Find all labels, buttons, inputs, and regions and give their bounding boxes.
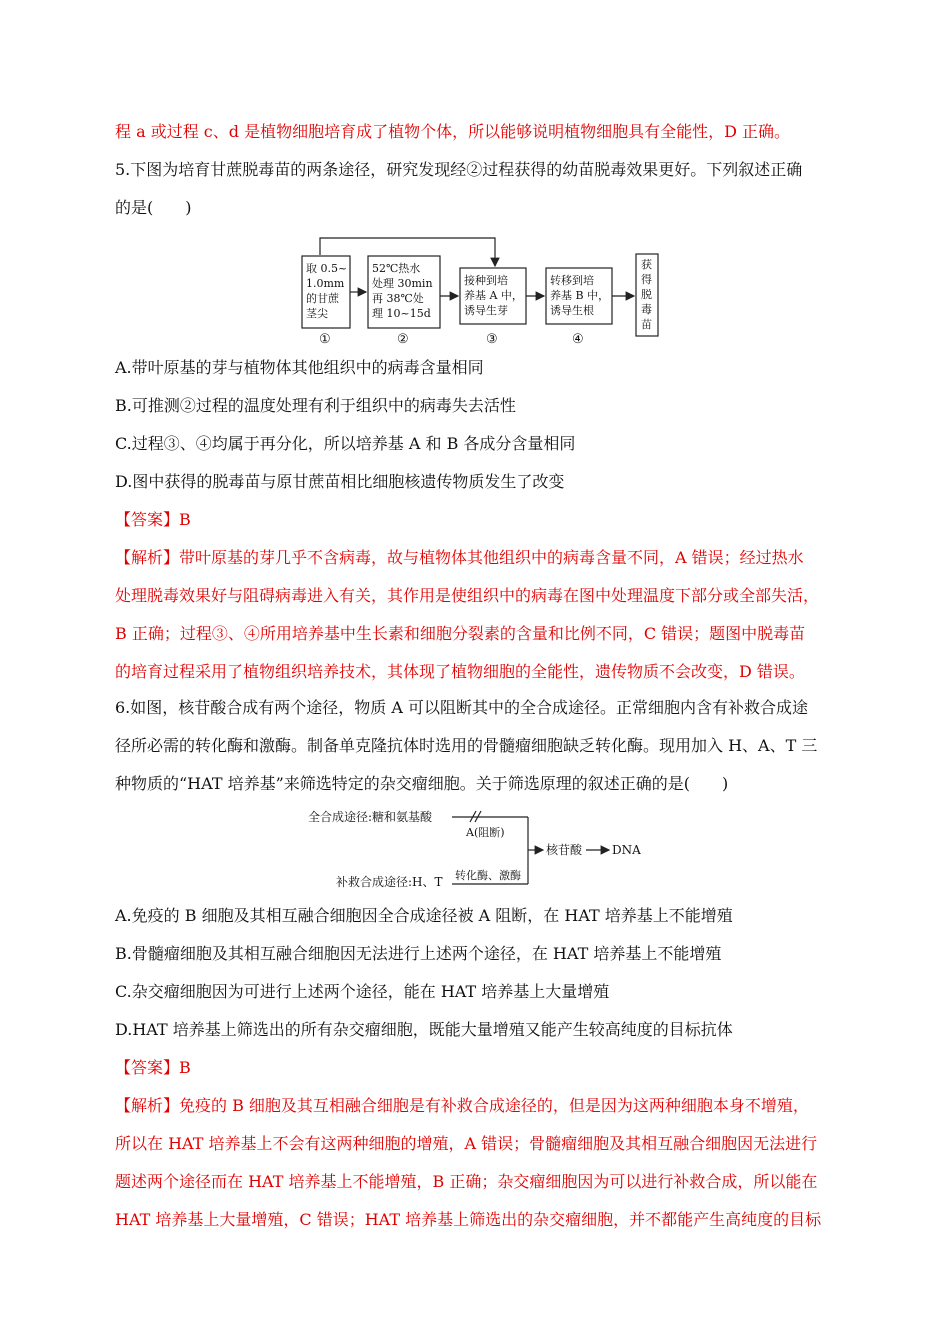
box5-char2: 得 (641, 273, 652, 286)
step-num-3: ③ (486, 332, 498, 347)
product-label: 核苷酸 (546, 843, 583, 857)
q6-stem-line2: 径所必需的转化酶和激酶。制备单克隆抗体时选用的骨髓瘤细胞缺乏转化酶。现用加入 H、A、T 三 (115, 736, 818, 755)
q6-option-a: A.免疫的 B 细胞及其相互融合细胞因全合成途径被 A 阻断，在 HAT 培养基上不能增殖 (115, 906, 733, 925)
prev-analysis-tail: 程 a 或过程 c、d 是植物细胞培育成了植物个体，所以能够说明植物细胞具有全能性，D 正确。 (115, 122, 791, 141)
answer-tag: 【答案】 (115, 1058, 180, 1077)
answer-value: B (179, 510, 191, 529)
box1-line1: 取 0.5~ (306, 262, 348, 275)
q5-option-c: C.过程③、④均属于再分化，所以培养基 A 和 B 各成分含量相同 (115, 434, 576, 453)
box1-line2: 1.0mm (306, 277, 345, 290)
box3-line2: 养基 A 中， (464, 289, 523, 302)
q5-option-b: B.可推测②过程的温度处理有利于组织中的病毒失去活性 (115, 396, 516, 415)
q5-option-d: D.图中获得的脱毒苗与原甘蔗苗相比细胞核遗传物质发生了改变 (115, 472, 565, 491)
q5-option-a: A.带叶原基的芽与植物体其他组织中的病毒含量相同 (115, 358, 484, 377)
box1-line4: 茎尖 (306, 307, 328, 320)
box2-line3: 再 38℃处 (372, 292, 424, 305)
q5-stem-line2: 的是( ) (115, 198, 192, 217)
q5-answer (115, 510, 845, 530)
box5-char5: 苗 (641, 318, 652, 331)
q6-analysis-line4: HAT 培养基上大量增殖，C 错误；HAT 培养基上筛选出的杂交瘤细胞，并不都能产生高纯度的目标 (115, 1210, 822, 1229)
q6-stem-line1: 6.如图，核苷酸合成有两个途径，物质 A 可以阻断其中的全合成途径。正常细胞内含有补救合成途 (115, 698, 808, 717)
step-num-1: ① (319, 332, 331, 347)
box5-char4: 毒 (641, 303, 652, 316)
full-synthesis-path: 全合成途径:糖和氨基酸 (308, 810, 433, 824)
q5-analysis-line3: B 正确；过程③、④所用培养基中生长素和细胞分裂素的含量和比例不同，C 错误；题图中脱毒苗 (115, 624, 806, 643)
q6-option-b: B.骨髓瘤细胞及其相互融合细胞因无法进行上述两个途径，在 HAT 培养基上不能增殖 (115, 944, 722, 963)
dna-label: DNA (612, 843, 641, 857)
box1-line3: 的甘蔗 (306, 292, 339, 305)
box2-line2: 处理 30min (372, 277, 433, 290)
salvage-path: 补救合成途径:H、T (336, 875, 443, 889)
step-num-2: ② (397, 332, 409, 347)
box5-char1: 获 (641, 258, 652, 271)
box4-line1: 转移到培 (550, 274, 594, 287)
box3-line3: 诱导生芽 (464, 304, 508, 317)
q5-analysis-line2: 处理脱毒效果好与阻碍病毒进入有关，其作用是使组织中的病毒在图中处理温度下部分或全部失活， (115, 586, 820, 605)
q6-analysis-line2: 所以在 HAT 培养基上不会有这两种细胞的增殖，A 错误；骨髓瘤细胞及其相互融合细胞因无法进行 (115, 1134, 818, 1153)
box3-line1: 接种到培 (464, 274, 508, 287)
q6-answer (115, 1058, 845, 1078)
box2-line1: 52℃热水 (372, 262, 421, 275)
q5-flow-diagram (290, 230, 670, 348)
box2-line4: 理 10~15d (372, 307, 431, 320)
q6-analysis-line3: 题述两个途径而在 HAT 培养基上不能增殖，B 正确；杂交瘤细胞因为可以进行补救合成，所以能在 (115, 1172, 818, 1191)
q5-analysis-line4: 的培育过程采用了植物组织培养技术，其体现了植物细胞的全能性，遗传物质不会改变，D 错误。 (115, 662, 805, 681)
answer-tag: 【答案】 (115, 510, 180, 529)
q6-stem-line3: 种物质的“HAT 培养基”来筛选特定的杂交瘤细胞。关于筛选原理的叙述正确的是( ) (115, 774, 729, 793)
q6-analysis-line1: 【解析】免疫的 B 细胞及其互相融合细胞是有补救合成途径的，但是因为这两种细胞本身不增殖， (115, 1096, 809, 1115)
q6-pathway-diagram (300, 802, 660, 898)
answer-value: B (179, 1058, 191, 1077)
q6-option-c: C.杂交瘤细胞因为可进行上述两个途径，能在 HAT 培养基上大量增殖 (115, 982, 610, 1001)
blocker-label: A(阻断) (466, 826, 505, 839)
step-num-4: ④ (572, 332, 584, 347)
q5-stem-line1: 5.下图为培育甘蔗脱毒苗的两条途径，研究发现经②过程获得的幼苗脱毒效果更好。下列叙述正确 (115, 160, 803, 179)
box5-char3: 脱 (641, 288, 652, 301)
q6-option-d: D.HAT 培养基上筛选出的所有杂交瘤细胞，既能大量增殖又能产生较高纯度的目标抗体 (115, 1020, 733, 1039)
enzymes-label: 转化酶、激酶 (455, 869, 521, 882)
box4-line3: 诱导生根 (550, 304, 594, 317)
q5-analysis-line1: 【解析】带叶原基的芽几乎不含病毒，故与植物体其他组织中的病毒含量不同，A 错误；经过热水 (115, 548, 804, 567)
box4-line2: 养基 B 中， (550, 289, 610, 302)
